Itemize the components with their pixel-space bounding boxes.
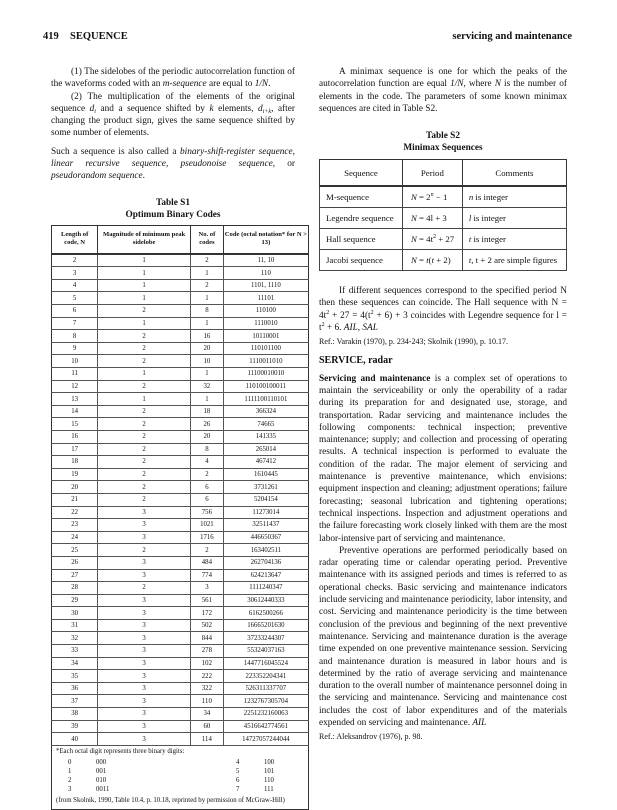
table-row: [52, 393, 309, 406]
table-cell: 1: [98, 279, 191, 292]
table-cell: 3: [98, 682, 191, 695]
table-cell: 3: [191, 582, 224, 595]
table-cell: 1716: [191, 531, 224, 544]
entry-heading-service-radar: SERVICE, radar: [319, 355, 393, 367]
octal-mapping-cell: 111: [264, 786, 274, 794]
table-cell: t, t + 2 are simple figures: [462, 250, 566, 271]
table-cell: 60: [191, 720, 224, 733]
table-cell: 35: [52, 670, 98, 683]
table-cell: Legendre sequence: [320, 208, 403, 229]
table-cell: 11, 10: [223, 254, 308, 267]
table-row: [52, 267, 309, 280]
table-header-row: [320, 160, 567, 187]
table-cell: 2: [98, 493, 191, 506]
table-cell: 2: [98, 481, 191, 494]
table-row: [52, 695, 309, 708]
table-cell: 9: [52, 342, 98, 355]
table-row: [52, 657, 309, 670]
table-cell: 5204154: [223, 493, 308, 506]
table-cell: N = t(t + 2): [402, 250, 462, 271]
table-s1-title: Optimum Binary Codes: [125, 209, 221, 220]
table-cell: N = 4l + 3: [402, 208, 462, 229]
table-s1-label: Table S1: [155, 197, 191, 208]
table-cell: 2: [98, 544, 191, 557]
table-cell: 278: [191, 645, 224, 658]
table-cell: 18: [52, 456, 98, 469]
octal-mapping: [68, 758, 304, 794]
paragraph-preventive-operations: [319, 545, 567, 729]
octal-mapping-cell: 2: [68, 777, 72, 785]
table-cell: 774: [191, 569, 224, 582]
column-header: Magnitude of minimum peak sidelobe: [98, 225, 191, 254]
table-cell: 38: [52, 708, 98, 721]
table-cell: 6: [52, 305, 98, 318]
table-cell: 6: [191, 493, 224, 506]
table-cell: 11100010010: [223, 368, 308, 381]
table-cell: 3: [98, 708, 191, 721]
table-cell: 2: [98, 305, 191, 318]
paragraph-also-called: Such a sequence is also called a binary-shift-register sequence, linear recursive sequence, pseudonoise sequence, or pseudorandom sequence.: [51, 146, 295, 182]
table-cell: 3: [98, 645, 191, 658]
table-cell: $N = 4t^2 + 27$: [402, 229, 462, 250]
table-cell: 16: [52, 430, 98, 443]
table-cell: 34: [52, 657, 98, 670]
table-cell: 3: [98, 556, 191, 569]
table-cell: 2: [191, 544, 224, 557]
table-cell: 14: [52, 405, 98, 418]
table-cell: 3: [98, 607, 191, 620]
table-cell: 2: [98, 443, 191, 456]
table-cell: 2251232160063: [223, 708, 308, 721]
table-cell: 3: [98, 720, 191, 733]
table-cell: 4516642774561: [223, 720, 308, 733]
left-column: [51, 66, 307, 810]
table-cell: 29: [52, 594, 98, 607]
table-s2-label: Table S2: [425, 131, 461, 142]
table-cell: 4: [191, 456, 224, 469]
table-cell: $N = 2^n - 1$: [402, 186, 462, 208]
table-cell: 484: [191, 556, 224, 569]
table-cell: 5: [52, 292, 98, 305]
table-cell: 74665: [223, 418, 308, 431]
table-cell: 1: [98, 254, 191, 267]
table-row: [52, 481, 309, 494]
table-row: [52, 531, 309, 544]
octal-mapping-cell: 7: [236, 786, 240, 794]
table-cell: 322: [191, 682, 224, 695]
paragraph-minimax: A minimax sequence is one for which the peaks of the autocorrelation function are equal 1/N, where N is the number of elements in the code. The parameters of some known minimax sequences are cited in Table S2.: [319, 67, 567, 114]
table-cell: 2: [191, 468, 224, 481]
table-cell: 8: [191, 305, 224, 318]
table-row: [52, 506, 309, 519]
table-cell: l is integer: [462, 208, 566, 229]
column-header: Sequence: [320, 160, 403, 187]
table-cell: 1610445: [223, 468, 308, 481]
table-cell: 2: [98, 582, 191, 595]
table-cell: 18: [191, 405, 224, 418]
table-row: [52, 430, 309, 443]
table-cell: 19: [52, 468, 98, 481]
table-cell: 1: [98, 267, 191, 280]
table-source-note: (from Skolnik, 1990, Table 10.4, p. 10.18, reprinted by permission of McGraw-Hill): [52, 795, 309, 809]
table-cell: 55324037163: [223, 645, 308, 658]
author-signature: AIL: [472, 717, 487, 728]
table-cell: 172: [191, 607, 224, 620]
section-title: SEQUENCE: [70, 31, 128, 42]
table-row: [320, 229, 567, 250]
table-cell: 3: [98, 733, 191, 746]
table-cell: 561: [191, 594, 224, 607]
table-row: [52, 632, 309, 645]
table-cell: t is integer: [462, 229, 566, 250]
table-cell: 31: [52, 619, 98, 632]
table-cell: 12: [52, 380, 98, 393]
table-cell: 6162500266: [223, 607, 308, 620]
table-cell: 21: [52, 493, 98, 506]
reference-varakin: Ref.: Varakin (1970), p. 234-243; Skolnik (1990), p. 10.17.: [319, 337, 508, 347]
table-row: [52, 645, 309, 658]
table-row: [320, 250, 567, 271]
table-row: [52, 720, 309, 733]
table-cell: 2: [98, 355, 191, 368]
table-cell: 33: [52, 645, 98, 658]
table-cell: 756: [191, 506, 224, 519]
table-cell: M-sequence: [320, 186, 403, 208]
table-cell: 37: [52, 695, 98, 708]
table-row: [52, 493, 309, 506]
reference-aleksandrov: Ref.: Aleksandrov (1976), p. 98.: [319, 732, 423, 742]
octal-mapping-cell: 6: [236, 777, 240, 785]
table-cell: 1021: [191, 519, 224, 532]
table-footnote: *Each octal digit represents three binary digits:: [52, 745, 309, 757]
octal-mapping-cell: 001: [96, 768, 107, 776]
table-cell: 1110010: [223, 317, 308, 330]
table-cell: 1111240347: [223, 582, 308, 595]
table-cell: 1: [98, 317, 191, 330]
table-cell: 2: [98, 380, 191, 393]
table-cell: 2: [98, 430, 191, 443]
table-cell: 1: [191, 267, 224, 280]
table-cell: 1: [191, 292, 224, 305]
running-title: servicing and maintenance: [452, 31, 572, 42]
octal-mapping-cell: 110: [264, 777, 274, 785]
table-cell: 1: [191, 393, 224, 406]
column-header: Period: [402, 160, 462, 187]
octal-mapping-cell: 1: [68, 768, 72, 776]
table-cell: 7: [52, 317, 98, 330]
table-cell: 20: [191, 430, 224, 443]
column-header: Code (octal notation* for N > 13): [223, 225, 308, 254]
table-cell: 141335: [223, 430, 308, 443]
table-cell: 526311337707: [223, 682, 308, 695]
paragraph-sidelobes: (1) The sidelobes of the periodic autocorrelation function of the waveforms coded with an m-sequence are equal to 1/N.: [51, 67, 295, 90]
table-row: [320, 186, 567, 208]
octal-mapping-cell: 101: [264, 768, 275, 776]
table-cell: 14727057244044: [223, 733, 308, 746]
table-row: [52, 443, 309, 456]
table-cell: 30: [52, 607, 98, 620]
table-cell: 502: [191, 619, 224, 632]
table-cell: 1447716045524: [223, 657, 308, 670]
table-row: [52, 582, 309, 595]
table-cell: 2: [191, 254, 224, 267]
table-cell: 2: [98, 468, 191, 481]
table-cell: 16665201630: [223, 619, 308, 632]
table-cell: 1: [98, 368, 191, 381]
table-cell: n is integer: [462, 186, 566, 208]
paragraph-servicing-definition: [319, 373, 567, 545]
table-cell: 262704136: [223, 556, 308, 569]
table-cell: 3731261: [223, 481, 308, 494]
table-cell: 13: [52, 393, 98, 406]
table-row: [320, 208, 567, 229]
table-cell: 4: [52, 279, 98, 292]
table-row: [52, 380, 309, 393]
table-cell: 624213647: [223, 569, 308, 582]
paragraph-multiplication: (2) The multiplication of the elements of the original sequence $d_i$ and a sequence shifted by k elements, $d_{i+k}$, after changing the product sign, gives the same sequence shifted by some number of elements.: [51, 91, 295, 139]
term-servicing-and-maintenance: Servicing and maintenance: [319, 373, 431, 384]
table-cell: 11: [52, 368, 98, 381]
table-cell: 3: [98, 670, 191, 683]
table-cell: 8: [191, 443, 224, 456]
table-row: [52, 468, 309, 481]
table-row: [52, 607, 309, 620]
table-cell: 34: [191, 708, 224, 721]
table-row: [52, 519, 309, 532]
table-cell: 36: [52, 682, 98, 695]
table-cell: 3: [98, 531, 191, 544]
table-cell: Hall sequence: [320, 229, 403, 250]
table-cell: 10: [52, 355, 98, 368]
table-row: [52, 305, 309, 318]
table-cell: 11101: [223, 292, 308, 305]
table-cell: 24: [52, 531, 98, 544]
octal-mapping-cell: 3: [68, 786, 72, 794]
table-cell: 3: [98, 632, 191, 645]
table-cell: 2: [98, 342, 191, 355]
table-cell: 1: [98, 292, 191, 305]
table-cell: 1110011010: [223, 355, 308, 368]
table-cell: 223352204341: [223, 670, 308, 683]
table-cell: 2: [98, 330, 191, 343]
paragraph-text: is a complex set of operations to maintain the serviceability or only the operability of a radar during its preparation for and designated use, storage, and transportation. Radar servicing and maintenance includes the following components: technical inspection; preventive maintenance; supply; and collection and processing of operating results. A technical inspection is performed to evaluate the condition of the radar. The major element of servicing and maintenance is preventive maintenance, which envisions: equipment inspection and cleaning; adjustment operations; failure forecasting; seasonal lubrication and tightening operations; technical inspections. Inspection and adjustment operations and the failure forecasting work closely linked with them are the most labor-intensive part of servicing and maintenance.: [319, 373, 568, 544]
table-cell: 8: [52, 330, 98, 343]
running-header: [43, 31, 572, 45]
table-cell: 26: [191, 418, 224, 431]
paragraph-hall-legendre: If different sequences correspond to the specified period N then these sequences can coincide. The Hall sequence with $N = 4t^2 + 27 = 4(t^2 + 6) + 3$ coincides with Legendre sequence for $l = t^2 + 6$. AIL, SAL: [319, 286, 567, 334]
table-row: [52, 342, 309, 355]
table-row: [52, 556, 309, 569]
table-cell: 1232767305704: [223, 695, 308, 708]
table-cell: 32: [52, 632, 98, 645]
table-cell: 3: [98, 619, 191, 632]
table-cell: 1: [191, 368, 224, 381]
table-cell: 6: [191, 481, 224, 494]
octal-mapping-cell: 4: [236, 759, 240, 767]
table-cell: 102: [191, 657, 224, 670]
table-cell: 1: [191, 317, 224, 330]
table-row: [52, 682, 309, 695]
table-cell: 23: [52, 519, 98, 532]
table-cell: 2: [52, 254, 98, 267]
table-cell: 110: [191, 695, 224, 708]
table-row: [52, 279, 309, 292]
octal-mapping-cell: 5: [236, 768, 240, 776]
table-cell: 265014: [223, 443, 308, 456]
table-cell: 110101100: [223, 342, 308, 355]
table-cell: 2: [98, 456, 191, 469]
table-cell: 32511437: [223, 519, 308, 532]
right-column: [319, 66, 567, 742]
column-header: No. of codes: [191, 225, 224, 254]
paragraph-text: Preventive operations are performed periodically based on radar operating time or calendar operating period. Preventive maintenance with its assigned periods and times is referred to as operational checks. Basic servicing and maintenance indicators include servicing and maintenance periodicity, labor intensity, and cost. Servicing and maintenance periodicity is the time between conclusion of the previous and beginning of the next preventive maintenance. Servicing and maintenance duration is the average time expended on one preventive maintenance session. Servicing and maintenance duration is measured in labor hours and is determined by the ratio of average servicing and maintenance duration to the overall number of maintenance personnel doing in the servicing and maintenance. Servicing and maintenance cost includes the cost of labor expenditures and of the materials expended on servicing and maintenance.: [319, 545, 567, 728]
table-cell: 110: [223, 267, 308, 280]
table-row: [52, 619, 309, 632]
table-row: [52, 733, 309, 746]
table-cell: 222: [191, 670, 224, 683]
table-cell: 3: [98, 695, 191, 708]
table-cell: 366324: [223, 405, 308, 418]
table-cell: 40: [52, 733, 98, 746]
table-row: [52, 254, 309, 267]
table-cell: 3: [98, 519, 191, 532]
table-cell: 844: [191, 632, 224, 645]
table-minimax-sequences: [319, 159, 567, 271]
table-cell: 30612440333: [223, 594, 308, 607]
table-cell: 17: [52, 443, 98, 456]
table-cell: 1: [98, 393, 191, 406]
table-cell: 11273014: [223, 506, 308, 519]
table-row: [52, 317, 309, 330]
column-header: Length of code, N: [52, 225, 98, 254]
table-cell: 32: [191, 380, 224, 393]
table-cell: 3: [52, 267, 98, 280]
octal-mapping-cell: 010: [96, 777, 107, 785]
table-cell: 110100100011: [223, 380, 308, 393]
table-cell: 1111100110101: [223, 393, 308, 406]
table-cell: 3: [98, 506, 191, 519]
table-row: [52, 368, 309, 381]
table-header-row: [52, 225, 309, 254]
table-cell: 2: [98, 418, 191, 431]
table-cell: 22: [52, 506, 98, 519]
table-cell: 3: [98, 657, 191, 670]
table-row: [52, 670, 309, 683]
table-cell: 1101, 1110: [223, 279, 308, 292]
table-cell: 20: [52, 481, 98, 494]
table-s2-title: Minimax Sequences: [403, 143, 483, 154]
table-row: [52, 708, 309, 721]
table-row: [52, 569, 309, 582]
table-row: [52, 544, 309, 557]
table-cell: 28: [52, 582, 98, 595]
table-cell: 2: [191, 279, 224, 292]
octal-mapping-cell: 000: [96, 759, 107, 767]
page-number: 419: [43, 31, 59, 42]
table-cell: 26: [52, 556, 98, 569]
column-header: Comments: [462, 160, 566, 187]
table-cell: 10110001: [223, 330, 308, 343]
table-cell: 467412: [223, 456, 308, 469]
table-cell: 20: [191, 342, 224, 355]
table-cell: Jacobi sequence: [320, 250, 403, 271]
table-cell: 110100: [223, 305, 308, 318]
table-cell: 25: [52, 544, 98, 557]
table-cell: 39: [52, 720, 98, 733]
table-cell: 27: [52, 569, 98, 582]
table-cell: 3: [98, 594, 191, 607]
table-cell: 3: [98, 569, 191, 582]
table-cell: 2: [98, 405, 191, 418]
table-cell: 15: [52, 418, 98, 431]
table-cell: 163402511: [223, 544, 308, 557]
table-row: [52, 292, 309, 305]
table-row: [52, 330, 309, 343]
octal-mapping-cell: 0: [68, 759, 72, 767]
table-row: [52, 418, 309, 431]
table-row: [52, 594, 309, 607]
table-optimum-binary-codes: [51, 225, 309, 810]
table-cell: 37233244307: [223, 632, 308, 645]
octal-mapping-cell: 100: [264, 759, 275, 767]
table-row: [52, 355, 309, 368]
table-row: [52, 405, 309, 418]
table-cell: 446650367: [223, 531, 308, 544]
table-row: [52, 456, 309, 469]
table-cell: 114: [191, 733, 224, 746]
table-cell: 16: [191, 330, 224, 343]
table-cell: 10: [191, 355, 224, 368]
octal-mapping-cell: 0011: [96, 786, 110, 794]
